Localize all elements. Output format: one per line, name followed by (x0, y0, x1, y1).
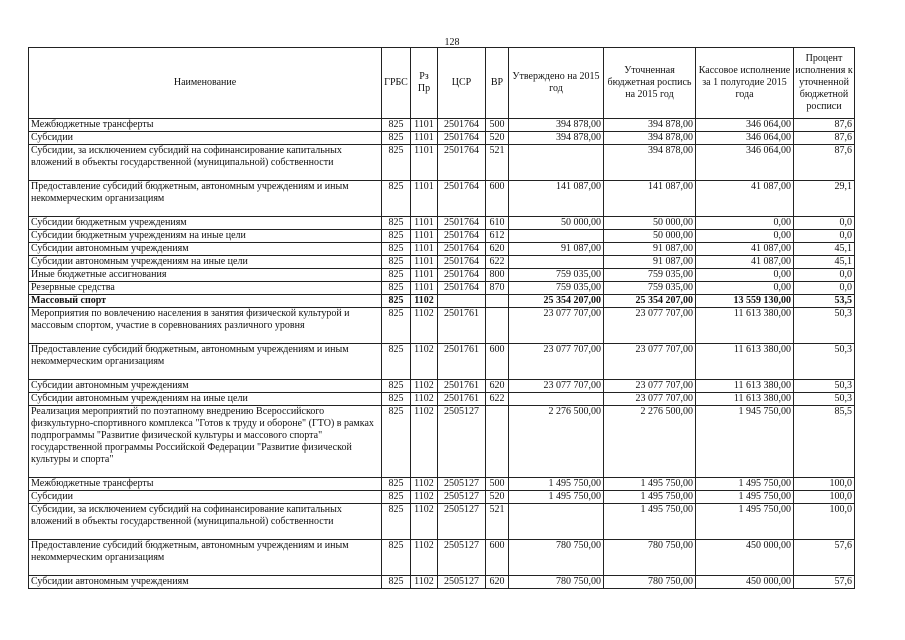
row-refined: 25 354 207,00 (604, 295, 696, 308)
table-row (29, 308, 855, 344)
row-approved (509, 145, 604, 181)
row-name: Субсидии автономным учреждениям на иные цели (29, 393, 382, 406)
header-cash: Кассовое исполнение за 1 полугодие 2015 года (696, 48, 794, 119)
row-percent: 100,0 (794, 478, 855, 491)
row-cash: 1 495 750,00 (696, 478, 794, 491)
row-percent: 53,5 (794, 295, 855, 308)
row-csr: 2501764 (438, 145, 486, 181)
row-csr: 2501761 (438, 344, 486, 380)
table-row (29, 230, 855, 243)
table-row (29, 393, 855, 406)
row-csr: 2501764 (438, 181, 486, 217)
row-rzpr: 1101 (411, 230, 438, 243)
row-name: Субсидии бюджетным учреждениям на иные цели (29, 230, 382, 243)
page-number: 128 (444, 37, 460, 48)
row-cash: 11 613 380,00 (696, 393, 794, 406)
row-name: Субсидии (29, 491, 382, 504)
row-rzpr: 1101 (411, 181, 438, 217)
row-rzpr: 1101 (411, 132, 438, 145)
row-vr: 600 (486, 540, 509, 576)
row-percent: 50,3 (794, 308, 855, 344)
row-approved: 394 878,00 (509, 132, 604, 145)
row-approved: 759 035,00 (509, 269, 604, 282)
row-vr: 610 (486, 217, 509, 230)
row-vr: 612 (486, 230, 509, 243)
row-csr: 2501761 (438, 393, 486, 406)
row-csr: 2501761 (438, 380, 486, 393)
row-vr: 622 (486, 256, 509, 269)
row-vr: 520 (486, 132, 509, 145)
row-grbs: 825 (382, 478, 411, 491)
row-approved: 25 354 207,00 (509, 295, 604, 308)
row-refined: 2 276 500,00 (604, 406, 696, 478)
row-vr: 500 (486, 119, 509, 132)
row-refined: 50 000,00 (604, 217, 696, 230)
row-vr: 521 (486, 145, 509, 181)
row-vr: 620 (486, 243, 509, 256)
header-csr: ЦСР (438, 48, 486, 119)
row-approved: 1 495 750,00 (509, 478, 604, 491)
table-row (29, 132, 855, 145)
row-refined: 23 077 707,00 (604, 380, 696, 393)
row-approved: 759 035,00 (509, 282, 604, 295)
row-rzpr: 1101 (411, 217, 438, 230)
row-vr: 521 (486, 504, 509, 540)
row-rzpr: 1102 (411, 491, 438, 504)
header-row (29, 48, 855, 119)
row-percent: 45,1 (794, 243, 855, 256)
table-row (29, 256, 855, 269)
row-cash: 41 087,00 (696, 243, 794, 256)
row-cash: 0,00 (696, 230, 794, 243)
row-grbs: 825 (382, 282, 411, 295)
row-name: Межбюджетные трансферты (29, 478, 382, 491)
row-vr: 500 (486, 478, 509, 491)
row-csr: 2501764 (438, 119, 486, 132)
row-grbs: 825 (382, 217, 411, 230)
row-grbs: 825 (382, 269, 411, 282)
row-csr: 2501764 (438, 217, 486, 230)
row-name: Массовый спорт (29, 295, 382, 308)
row-name: Субсидии автономным учреждениям (29, 576, 382, 589)
row-percent: 87,6 (794, 132, 855, 145)
table-row (29, 269, 855, 282)
row-rzpr: 1101 (411, 256, 438, 269)
table-row (29, 119, 855, 132)
row-grbs: 825 (382, 132, 411, 145)
row-refined: 50 000,00 (604, 230, 696, 243)
row-refined: 780 750,00 (604, 540, 696, 576)
row-grbs: 825 (382, 540, 411, 576)
row-csr: 2505127 (438, 478, 486, 491)
row-name: Предоставление субсидий бюджетным, автономным учреждениям и иным некоммерческим организациям (29, 344, 382, 380)
row-refined: 91 087,00 (604, 256, 696, 269)
row-cash: 1 945 750,00 (696, 406, 794, 478)
row-refined: 759 035,00 (604, 282, 696, 295)
row-csr: 2505127 (438, 540, 486, 576)
row-rzpr: 1101 (411, 269, 438, 282)
row-percent: 0,0 (794, 269, 855, 282)
row-grbs: 825 (382, 181, 411, 217)
row-percent: 85,5 (794, 406, 855, 478)
row-rzpr: 1101 (411, 119, 438, 132)
row-rzpr: 1101 (411, 145, 438, 181)
header-rzpr: Рз Пр (411, 48, 438, 119)
row-grbs: 825 (382, 344, 411, 380)
table-row (29, 295, 855, 308)
header-vr: ВР (486, 48, 509, 119)
row-cash: 346 064,00 (696, 145, 794, 181)
row-name: Реализация мероприятий по поэтапному внедрению Всероссийского физкультурно-спортивного комплекса "Готов к труду и обороне" (ГТО) в рамках подпрограммы "Развитие физической культуры и массового спорта" государственной программы Российской Федерации "Развитие физической культуры и спорта" (29, 406, 382, 478)
row-vr: 520 (486, 491, 509, 504)
row-csr: 2501764 (438, 282, 486, 295)
row-vr (486, 308, 509, 344)
row-name: Иные бюджетные ассигнования (29, 269, 382, 282)
row-grbs: 825 (382, 119, 411, 132)
row-rzpr: 1102 (411, 344, 438, 380)
row-vr: 620 (486, 380, 509, 393)
row-name: Субсидии автономным учреждениям на иные цели (29, 256, 382, 269)
row-name: Межбюджетные трансферты (29, 119, 382, 132)
row-cash: 450 000,00 (696, 576, 794, 589)
row-grbs: 825 (382, 145, 411, 181)
row-grbs: 825 (382, 256, 411, 269)
row-grbs: 825 (382, 308, 411, 344)
table-row (29, 181, 855, 217)
row-refined: 780 750,00 (604, 576, 696, 589)
row-name: Субсидии, за исключением субсидий на софинансирование капитальных вложений в объекты государственной (муниципальной) собственности (29, 145, 382, 181)
row-approved: 23 077 707,00 (509, 344, 604, 380)
row-grbs: 825 (382, 243, 411, 256)
header-name: Наименование (29, 48, 382, 119)
row-refined: 1 495 750,00 (604, 504, 696, 540)
table-row (29, 504, 855, 540)
row-percent: 87,6 (794, 119, 855, 132)
row-approved: 780 750,00 (509, 576, 604, 589)
row-rzpr: 1101 (411, 243, 438, 256)
row-csr: 2501764 (438, 132, 486, 145)
header-grbs: ГРБС (382, 48, 411, 119)
row-cash: 1 495 750,00 (696, 504, 794, 540)
row-cash: 41 087,00 (696, 181, 794, 217)
row-name: Предоставление субсидий бюджетным, автономным учреждениям и иным некоммерческим организациям (29, 181, 382, 217)
row-grbs: 825 (382, 504, 411, 540)
row-cash: 13 559 130,00 (696, 295, 794, 308)
row-approved: 23 077 707,00 (509, 380, 604, 393)
row-refined: 23 077 707,00 (604, 344, 696, 380)
row-rzpr: 1102 (411, 380, 438, 393)
row-cash: 450 000,00 (696, 540, 794, 576)
row-rzpr: 1102 (411, 406, 438, 478)
table-row (29, 576, 855, 589)
row-percent: 0,0 (794, 282, 855, 295)
row-vr: 620 (486, 576, 509, 589)
row-csr: 2501764 (438, 269, 486, 282)
row-vr: 870 (486, 282, 509, 295)
row-percent: 50,3 (794, 344, 855, 380)
row-name: Субсидии автономным учреждениям (29, 380, 382, 393)
row-vr: 600 (486, 344, 509, 380)
row-rzpr: 1102 (411, 308, 438, 344)
row-name: Субсидии (29, 132, 382, 145)
row-refined: 91 087,00 (604, 243, 696, 256)
table-row (29, 380, 855, 393)
row-name: Мероприятия по вовлечению населения в занятия физической культурой и массовым спортом, участие в соревнованиях различного уровня (29, 308, 382, 344)
row-refined: 141 087,00 (604, 181, 696, 217)
row-vr: 600 (486, 181, 509, 217)
budget-execution-table (28, 47, 855, 589)
row-refined: 394 878,00 (604, 119, 696, 132)
row-name: Субсидии бюджетным учреждениям (29, 217, 382, 230)
row-refined: 1 495 750,00 (604, 491, 696, 504)
table-row (29, 217, 855, 230)
row-approved (509, 230, 604, 243)
header-approved: Утверждено на 2015 год (509, 48, 604, 119)
table-row (29, 145, 855, 181)
row-rzpr: 1102 (411, 393, 438, 406)
row-percent: 87,6 (794, 145, 855, 181)
row-name: Субсидии автономным учреждениям (29, 243, 382, 256)
table-row (29, 344, 855, 380)
row-vr: 622 (486, 393, 509, 406)
row-percent: 29,1 (794, 181, 855, 217)
row-percent: 100,0 (794, 491, 855, 504)
table-row (29, 540, 855, 576)
row-cash: 11 613 380,00 (696, 344, 794, 380)
row-percent: 57,6 (794, 576, 855, 589)
table-body (29, 119, 855, 589)
row-cash: 346 064,00 (696, 119, 794, 132)
table-row (29, 243, 855, 256)
row-refined: 1 495 750,00 (604, 478, 696, 491)
row-percent: 100,0 (794, 504, 855, 540)
row-percent: 0,0 (794, 217, 855, 230)
row-approved (509, 256, 604, 269)
row-percent: 50,3 (794, 380, 855, 393)
row-cash: 0,00 (696, 282, 794, 295)
row-grbs: 825 (382, 406, 411, 478)
header-refined: Уточненная бюджетная роспись на 2015 год (604, 48, 696, 119)
row-csr: 2501764 (438, 243, 486, 256)
row-rzpr: 1101 (411, 282, 438, 295)
row-approved: 1 495 750,00 (509, 491, 604, 504)
row-approved: 394 878,00 (509, 119, 604, 132)
row-cash: 1 495 750,00 (696, 491, 794, 504)
row-cash: 11 613 380,00 (696, 380, 794, 393)
row-csr: 2505127 (438, 491, 486, 504)
row-csr: 2501761 (438, 308, 486, 344)
row-csr: 2505127 (438, 504, 486, 540)
row-percent: 0,0 (794, 230, 855, 243)
row-approved: 50 000,00 (509, 217, 604, 230)
row-rzpr: 1102 (411, 295, 438, 308)
row-grbs: 825 (382, 380, 411, 393)
table-row (29, 478, 855, 491)
row-cash: 0,00 (696, 217, 794, 230)
row-csr: 2505127 (438, 576, 486, 589)
row-csr: 2501764 (438, 230, 486, 243)
row-refined: 23 077 707,00 (604, 308, 696, 344)
row-cash: 41 087,00 (696, 256, 794, 269)
row-percent: 57,6 (794, 540, 855, 576)
header-percent: Процент исполнения к уточненной бюджетной росписи (794, 48, 855, 119)
row-cash: 346 064,00 (696, 132, 794, 145)
row-grbs: 825 (382, 576, 411, 589)
row-approved: 91 087,00 (509, 243, 604, 256)
row-csr: 2505127 (438, 406, 486, 478)
row-approved (509, 504, 604, 540)
row-rzpr: 1102 (411, 478, 438, 491)
row-approved: 141 087,00 (509, 181, 604, 217)
table-row (29, 282, 855, 295)
row-grbs: 825 (382, 295, 411, 308)
row-approved: 780 750,00 (509, 540, 604, 576)
row-refined: 23 077 707,00 (604, 393, 696, 406)
row-name: Резервные средства (29, 282, 382, 295)
row-approved (509, 393, 604, 406)
row-csr: 2501764 (438, 256, 486, 269)
row-name: Субсидии, за исключением субсидий на софинансирование капитальных вложений в объекты государственной (муниципальной) собственности (29, 504, 382, 540)
row-percent: 45,1 (794, 256, 855, 269)
row-approved: 23 077 707,00 (509, 308, 604, 344)
row-refined: 759 035,00 (604, 269, 696, 282)
row-grbs: 825 (382, 230, 411, 243)
row-cash: 0,00 (696, 269, 794, 282)
row-rzpr: 1102 (411, 504, 438, 540)
row-vr: 800 (486, 269, 509, 282)
row-name: Предоставление субсидий бюджетным, автономным учреждениям и иным некоммерческим организациям (29, 540, 382, 576)
row-rzpr: 1102 (411, 540, 438, 576)
row-vr (486, 295, 509, 308)
row-cash: 11 613 380,00 (696, 308, 794, 344)
row-vr (486, 406, 509, 478)
row-refined: 394 878,00 (604, 132, 696, 145)
row-approved: 2 276 500,00 (509, 406, 604, 478)
row-rzpr: 1102 (411, 576, 438, 589)
row-percent: 50,3 (794, 393, 855, 406)
row-grbs: 825 (382, 491, 411, 504)
row-refined: 394 878,00 (604, 145, 696, 181)
table-row (29, 491, 855, 504)
table-row (29, 406, 855, 478)
row-grbs: 825 (382, 393, 411, 406)
row-csr (438, 295, 486, 308)
